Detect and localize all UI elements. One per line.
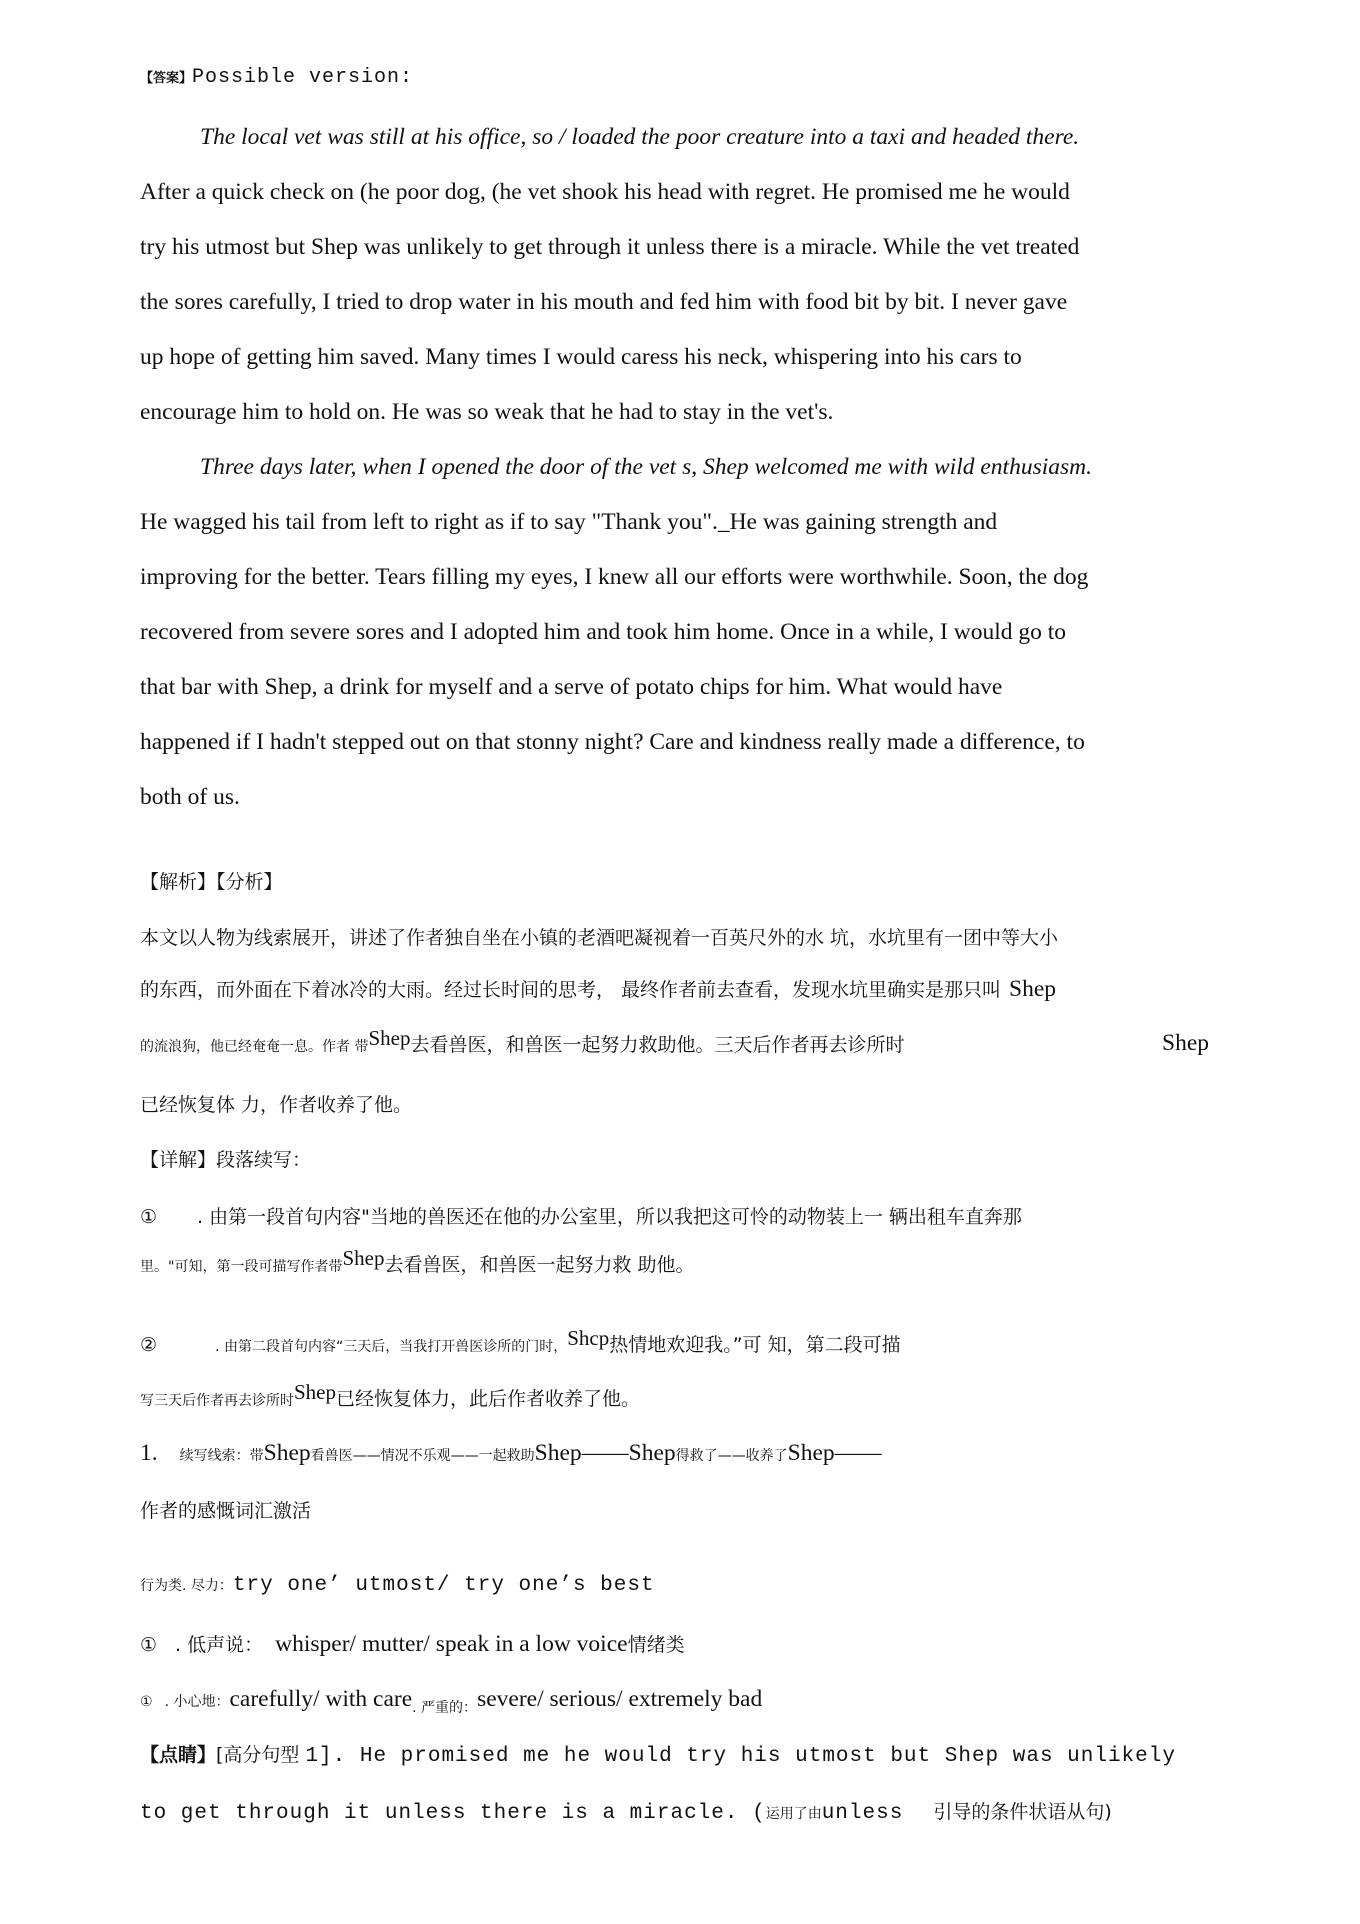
circled-number: ① (140, 1634, 158, 1656)
detail-name: Shep (294, 1380, 336, 1404)
detail-name: Shep (342, 1246, 385, 1270)
p2-line: He wagged his tail from left to right as if to say "Thank you"._He was gaining strength and (140, 509, 998, 535)
detail-name: Shep (787, 1440, 835, 1466)
analysis-line: 本文以人物为线索展开，讲述了作者独自坐在小镇的老酒吧凝视着一百英尺外的水 坑，水坑里有一团中等大小 (140, 927, 1059, 949)
analysis-text: 的流浪狗，他已经奄奄一息。作者 带 (140, 1039, 369, 1055)
highlight-line-1 (140, 1740, 1176, 1768)
detail-name: Shep (534, 1440, 582, 1466)
detail-line: 作者的感慨词汇激活 (140, 1500, 312, 1522)
detail-name: Shcp (567, 1326, 610, 1350)
detail-text: . 由第一段首句内容"当地的兽医还在他的办公室里，所以我把这可怜的动物装上一 辆出租车直奔那 (197, 1206, 1022, 1228)
detail-clue-2-cont (140, 1380, 641, 1411)
highlight-sentence: to get through it unless there is a miracle. ( (140, 1802, 766, 1825)
p2-line: improving for the better. Tears filling my eyes, I knew all our efforts were worthwhile. Soon, the dog (140, 564, 1089, 590)
analysis-name: Shep (1162, 1030, 1209, 1056)
analysis-heading: 【解析】【分析】 (140, 871, 283, 893)
analysis-line (140, 1026, 1220, 1057)
thread-number: 1. (140, 1440, 158, 1466)
analysis-name: Shep (368, 1026, 411, 1050)
vocab-words: try one’ utmost/ try one’s best (232, 1574, 655, 1597)
analysis-name: Shep (1009, 976, 1057, 1002)
answer-label: Possible version: (192, 66, 414, 89)
vocab-line-3 (140, 1686, 763, 1716)
detail-clue-2 (140, 1326, 901, 1357)
detail-text: . 由第二段首句内容“三天后，当我打开兽医诊所的门时， (215, 1339, 568, 1355)
detail-clue-1 (140, 1202, 1022, 1229)
detail-text: 看兽医——情况不乐观——一起救助 (310, 1448, 535, 1464)
detail-dash: —— (834, 1440, 882, 1466)
detail-name: Shep (628, 1440, 676, 1466)
analysis-text: 去看兽医，和兽医一起努力救助他。三天后作者再去诊所时 (410, 1034, 905, 1056)
circled-number: ① (140, 1694, 153, 1710)
answer-header (140, 66, 413, 89)
p1-line: the sores carefully, I tried to drop water in his mouth and fed him with food bit by bit. I never gave (140, 289, 1068, 315)
vocab-category: 行为类. 尽力： (140, 1578, 233, 1594)
detail-clue-1-cont (140, 1246, 695, 1277)
highlight-sentence: 1]. He promised me he would try his utmost but Shep was unlikely (305, 1745, 1176, 1768)
highlight-line-2 (140, 1797, 1112, 1825)
highlight-note: 引导的条件状语从句) (933, 1801, 1112, 1823)
detail-text: 里。"可知，第一段可描写作者带 (140, 1259, 343, 1275)
p1-line: After a quick check on (he poor dog, (he vet shook his head with regret. He promised me he would (140, 179, 1070, 205)
analysis-line (140, 975, 1056, 1003)
analysis-line: 已经恢复体 力，作者收养了他。 (140, 1094, 413, 1116)
vocab-words: whisper/ mutter/ speak in a low voice (275, 1631, 628, 1657)
vocab-category: . 严重的： (412, 1700, 478, 1716)
p2-line: recovered from severe sores and I adopted him and took him home. Once in a while, I would go to (140, 619, 1067, 645)
vocab-words: severe/ serious/ extremely bad (477, 1686, 763, 1712)
highlight-keyword: unless (821, 1802, 904, 1825)
vocab-category: . 小心地： (164, 1694, 230, 1710)
p1-line: The local vet was still at his office, so / loaded the poor creature into a taxi and headed there. (200, 124, 1080, 150)
detail-text: 写三天后作者再去诊所时 (140, 1393, 294, 1409)
detail-text: 得救了——收养了 (675, 1448, 788, 1464)
p1-line: up hope of getting him saved. Many times I would caress his neck, whispering into his cars to (140, 344, 1022, 370)
circled-number: ② (140, 1334, 158, 1356)
detail-heading: 【详解】段落续写： (140, 1149, 312, 1171)
vocab-line-1 (140, 1574, 655, 1597)
answer-tag: 【答案】 (140, 71, 193, 86)
p2-line: both of us. (140, 784, 240, 810)
vocab-category: 情绪类 (627, 1634, 685, 1656)
p1-line: try his utmost but Shep was unlikely to get through it unless there is a miracle. While the vet treated (140, 234, 1080, 260)
detail-dash: —— (581, 1440, 629, 1466)
circled-number: ① (140, 1206, 158, 1228)
detail-text: 续写线索：带 (179, 1448, 264, 1464)
highlight-tag: 【点睛】 (140, 1744, 217, 1766)
analysis-text: 的东西，而外面在下着冰冷的大雨。经过长时间的思考， 最终作者前去查看，发现水坑里确实是那只叫 (140, 979, 1002, 1001)
vocab-category: . 低声说： (175, 1634, 264, 1656)
detail-thread (140, 1440, 882, 1467)
detail-name: Shep (263, 1440, 311, 1466)
detail-text: 热情地欢迎我。”可 知，第二段可描 (609, 1334, 901, 1356)
detail-text: 去看兽医，和兽医一起努力救 助他。 (384, 1254, 695, 1276)
p2-line: Three days later, when I opened the door of the vet s, Shep welcomed me with wild enthusiasm. (200, 454, 1092, 480)
p2-line: happened if I hadn't stepped out on that stonny night? Care and kindness really made a difference, to (140, 729, 1085, 755)
vocab-words: carefully/ with care (229, 1686, 413, 1712)
detail-text: 已经恢复体力，此后作者收养了他。 (336, 1388, 641, 1410)
highlight-label: [高分句型 (216, 1744, 300, 1766)
p2-line: that bar with Shep, a drink for myself and a serve of potato chips for him. What would have (140, 674, 1003, 700)
highlight-note: 运用了由 (765, 1806, 822, 1822)
p1-line: encourage him to hold on. He was so weak that he had to stay in the vet's. (140, 399, 834, 425)
vocab-line-2 (140, 1630, 685, 1658)
